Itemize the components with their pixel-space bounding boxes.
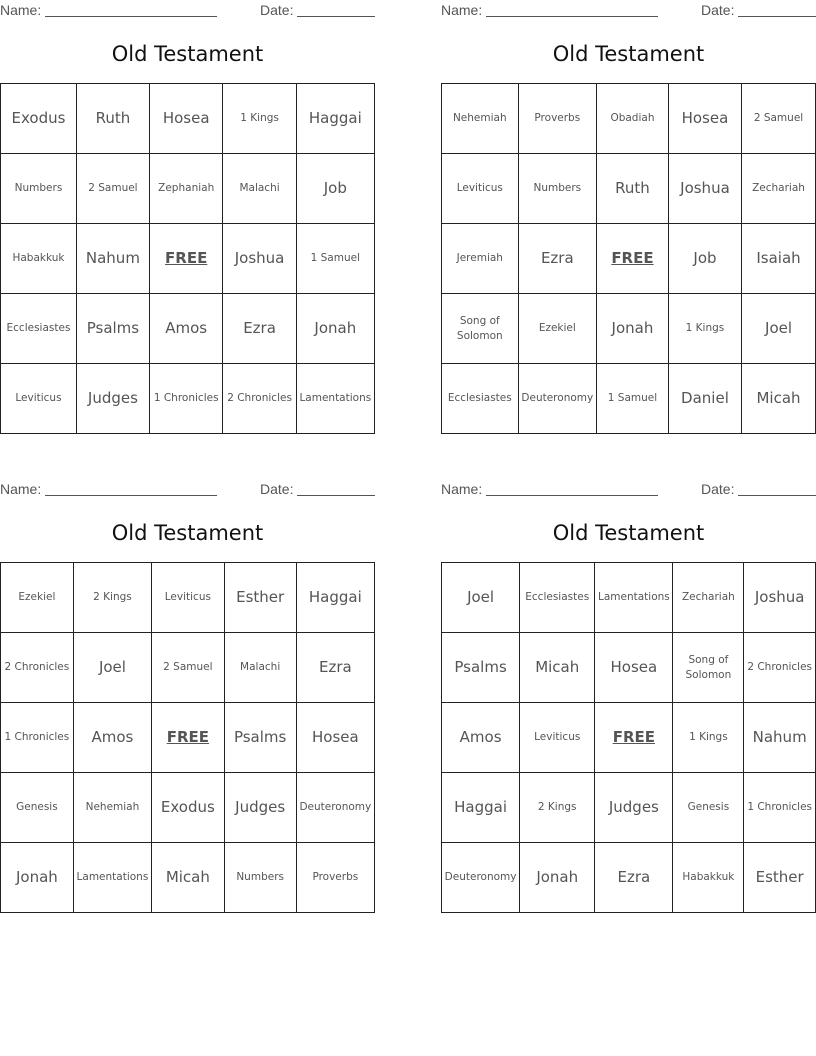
- card-header: [441, 0, 816, 20]
- grid-row: [442, 703, 816, 773]
- name-line: [45, 495, 217, 496]
- bingo-cell: Numbers: [1, 154, 77, 224]
- bingo-cell: Psalms: [442, 633, 520, 703]
- card-header: [0, 479, 375, 499]
- grid-row: [442, 364, 816, 434]
- free-space: FREE: [152, 703, 225, 773]
- bingo-cell: Psalms: [76, 294, 149, 364]
- bingo-cell: 2 Kings: [73, 563, 151, 633]
- bingo-cell: Malachi: [223, 154, 296, 224]
- date-line: [738, 495, 816, 496]
- bingo-cell: 1 Samuel: [597, 364, 669, 434]
- bingo-cell: Isaiah: [742, 224, 816, 294]
- free-space: FREE: [149, 224, 223, 294]
- bingo-cell: Jonah: [520, 843, 595, 913]
- bingo-cell: Hosea: [668, 84, 741, 154]
- bingo-cell: Numbers: [518, 154, 596, 224]
- bingo-cell: Genesis: [673, 773, 744, 843]
- name-line: [486, 495, 658, 496]
- bingo-cell: Nehemiah: [442, 84, 519, 154]
- bingo-cell: 2 Samuel: [152, 633, 225, 703]
- grid-row: [442, 224, 816, 294]
- bingo-cell: Ezekiel: [1, 563, 74, 633]
- bingo-cell: Hosea: [149, 84, 223, 154]
- bingo-cell: Proverbs: [518, 84, 596, 154]
- card-title: Old Testament: [111, 521, 264, 545]
- bingo-cell: Micah: [152, 843, 225, 913]
- bingo-cell: Haggai: [296, 84, 374, 154]
- bingo-cell: Zechariah: [673, 563, 744, 633]
- bingo-cell: Hosea: [595, 633, 673, 703]
- grid-row: [442, 843, 816, 913]
- grid-row: [1, 154, 375, 224]
- bingo-cell: Proverbs: [296, 843, 374, 913]
- bingo-cell: 1 Chronicles: [1, 703, 74, 773]
- bingo-cell: Song of Solomon: [673, 633, 744, 703]
- bingo-grid: [441, 562, 816, 913]
- bingo-cell: Deuteronomy: [296, 773, 374, 843]
- grid-row: [442, 294, 816, 364]
- free-space: FREE: [595, 703, 673, 773]
- bingo-cell: 1 Chronicles: [744, 773, 816, 843]
- bingo-cell: Ecclesiastes: [520, 563, 595, 633]
- date-label: Date:: [260, 2, 294, 18]
- bingo-cell: 2 Samuel: [742, 84, 816, 154]
- bingo-cell: Habakkuk: [673, 843, 744, 913]
- bingo-cell: Leviticus: [442, 154, 519, 224]
- bingo-cell: Haggai: [442, 773, 520, 843]
- grid-row: [442, 154, 816, 224]
- card-title: Old Testament: [552, 521, 705, 545]
- bingo-cell: Ruth: [597, 154, 669, 224]
- grid-row: [442, 84, 816, 154]
- bingo-cell: Ruth: [76, 84, 149, 154]
- bingo-cell: Micah: [742, 364, 816, 434]
- bingo-grid: [0, 562, 375, 913]
- bingo-cell: Nahum: [744, 703, 816, 773]
- name-line: [45, 16, 217, 17]
- bingo-cell: 2 Chronicles: [223, 364, 296, 434]
- date-line: [297, 495, 375, 496]
- bingo-cell: 2 Chronicles: [1, 633, 74, 703]
- grid-row: [1, 563, 375, 633]
- name-label: Name:: [0, 481, 42, 497]
- bingo-cell: Joel: [742, 294, 816, 364]
- grid-row: [1, 294, 375, 364]
- bingo-cell: Judges: [595, 773, 673, 843]
- bingo-cell: Leviticus: [520, 703, 595, 773]
- bingo-cell: Deuteronomy: [518, 364, 596, 434]
- bingo-cell: Joshua: [744, 563, 816, 633]
- bingo-cell: Amos: [73, 703, 151, 773]
- bingo-cell: Obadiah: [597, 84, 669, 154]
- grid-row: [442, 633, 816, 703]
- bingo-cell: Leviticus: [1, 364, 77, 434]
- bingo-cell: Joel: [73, 633, 151, 703]
- bingo-cell: Psalms: [224, 703, 296, 773]
- bingo-cell: 2 Samuel: [76, 154, 149, 224]
- bingo-cell: Leviticus: [152, 563, 225, 633]
- bingo-cell: Deuteronomy: [442, 843, 520, 913]
- bingo-cell: Job: [296, 154, 374, 224]
- free-space: FREE: [597, 224, 669, 294]
- bingo-cell: Joshua: [668, 154, 741, 224]
- bingo-cell: Judges: [76, 364, 149, 434]
- bingo-cell: Zechariah: [742, 154, 816, 224]
- bingo-cell: Genesis: [1, 773, 74, 843]
- bingo-cell: Job: [668, 224, 741, 294]
- date-label: Date:: [701, 2, 735, 18]
- date-line: [738, 16, 816, 17]
- bingo-cell: Exodus: [152, 773, 225, 843]
- bingo-cell: Esther: [744, 843, 816, 913]
- bingo-cell: Judges: [224, 773, 296, 843]
- grid-row: [1, 224, 375, 294]
- date-line: [297, 16, 375, 17]
- bingo-cell: Hosea: [296, 703, 374, 773]
- name-label: Name:: [0, 2, 42, 18]
- bingo-cell: Daniel: [668, 364, 741, 434]
- card-title: Old Testament: [552, 42, 705, 66]
- bingo-cell: Ecclesiastes: [442, 364, 519, 434]
- bingo-cell: Joel: [442, 563, 520, 633]
- bingo-cell: Nehemiah: [73, 773, 151, 843]
- grid-row: [442, 773, 816, 843]
- bingo-grid: [0, 83, 375, 434]
- bingo-cell: 1 Samuel: [296, 224, 374, 294]
- bingo-cell: Exodus: [1, 84, 77, 154]
- date-label: Date:: [701, 481, 735, 497]
- grid-row: [1, 703, 375, 773]
- bingo-cell: 1 Kings: [668, 294, 741, 364]
- bingo-grid: [441, 83, 816, 434]
- bingo-cell: 2 Chronicles: [744, 633, 816, 703]
- bingo-cell: Ezra: [595, 843, 673, 913]
- bingo-cell: Jonah: [296, 294, 374, 364]
- bingo-cell: Lamentations: [296, 364, 374, 434]
- bingo-cell: Lamentations: [595, 563, 673, 633]
- bingo-cell: Jonah: [1, 843, 74, 913]
- grid-row: [442, 563, 816, 633]
- bingo-cell: Lamentations: [73, 843, 151, 913]
- card-header: [441, 479, 816, 499]
- bingo-cell: Ezra: [518, 224, 596, 294]
- name-label: Name:: [441, 481, 483, 497]
- bingo-cell: Numbers: [224, 843, 296, 913]
- grid-row: [1, 364, 375, 434]
- card-title: Old Testament: [111, 42, 264, 66]
- bingo-cell: 2 Kings: [520, 773, 595, 843]
- bingo-cell: Malachi: [224, 633, 296, 703]
- name-label: Name:: [441, 2, 483, 18]
- bingo-cell: Jonah: [597, 294, 669, 364]
- bingo-cell: Habakkuk: [1, 224, 77, 294]
- bingo-cell: Amos: [149, 294, 223, 364]
- bingo-cell: Jeremiah: [442, 224, 519, 294]
- bingo-cell: Haggai: [296, 563, 374, 633]
- grid-row: [1, 773, 375, 843]
- bingo-cell: 1 Chronicles: [149, 364, 223, 434]
- grid-row: [1, 633, 375, 703]
- bingo-cell: Zephaniah: [149, 154, 223, 224]
- name-line: [486, 16, 658, 17]
- bingo-cell: Ezekiel: [518, 294, 596, 364]
- date-label: Date:: [260, 481, 294, 497]
- bingo-cell: Ezra: [223, 294, 296, 364]
- bingo-cell: Song of Solomon: [442, 294, 519, 364]
- bingo-cell: Micah: [520, 633, 595, 703]
- card-header: [0, 0, 375, 20]
- bingo-cell: Amos: [442, 703, 520, 773]
- bingo-cell: Joshua: [223, 224, 296, 294]
- bingo-cell: Ezra: [296, 633, 374, 703]
- bingo-cell: Esther: [224, 563, 296, 633]
- grid-row: [1, 843, 375, 913]
- bingo-cell: 1 Kings: [223, 84, 296, 154]
- bingo-cell: 1 Kings: [673, 703, 744, 773]
- bingo-cell: Nahum: [76, 224, 149, 294]
- bingo-cell: Ecclesiastes: [1, 294, 77, 364]
- grid-row: [1, 84, 375, 154]
